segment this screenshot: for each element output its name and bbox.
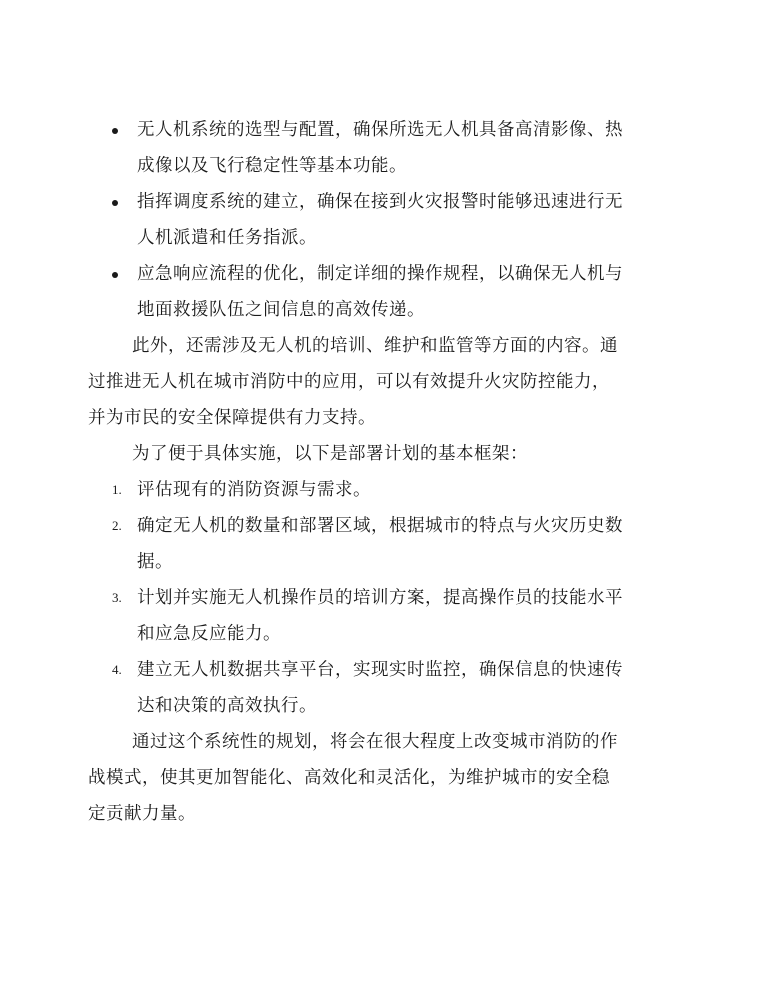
paragraph-conclusion: [88, 724, 678, 832]
bullet-line: 成像以及飞行稳定性等基本功能。: [137, 156, 407, 176]
bullet-line: 无人机系统的选型与配置，确保所选无人机具备高清影像、热: [137, 120, 623, 140]
numbered-line: 和应急反应能力。: [137, 624, 281, 644]
numbered-line: 据。: [137, 552, 173, 572]
numbered-item: [88, 508, 678, 580]
bullet-line: 应急响应流程的优化，制定详细的操作规程，以确保无人机与: [137, 264, 623, 284]
numbered-line: 确定无人机的数量和部署区域，根据城市的特点与火灾历史数: [137, 516, 623, 536]
bullet-item: [88, 112, 678, 184]
list-number: 2.: [112, 518, 122, 533]
numbered-item: [88, 652, 678, 724]
bullet-dot-icon: [112, 200, 118, 206]
paragraph-line: 并为市民的安全保障提供有力支持。: [88, 408, 376, 428]
bullet-item: [88, 256, 678, 328]
bullet-list: [88, 112, 678, 328]
list-number: 1.: [112, 482, 122, 497]
numbered-item: [88, 472, 678, 508]
paragraph-line: 战模式，使其更加智能化、高效化和灵活化，为维护城市的安全稳: [88, 768, 610, 788]
bullet-line: 人机派遣和任务指派。: [137, 228, 317, 248]
numbered-line: 评估现有的消防资源与需求。: [137, 480, 371, 500]
list-number: 3.: [112, 590, 122, 605]
bullet-item: [88, 184, 678, 256]
numbered-line: 建立无人机数据共享平台，实现实时监控，确保信息的快速传: [137, 660, 623, 680]
list-number: 4.: [112, 662, 122, 677]
paragraph-line: 为了便于具体实施，以下是部署计划的基本框架：: [132, 444, 528, 464]
paragraph-line: 通过这个系统性的规划，将会在很大程度上改变城市消防的作: [132, 732, 618, 752]
bullet-dot-icon: [112, 128, 118, 134]
bullet-line: 地面救援队伍之间信息的高效传递。: [137, 300, 425, 320]
paragraph-line: 定贡献力量。: [88, 804, 196, 824]
paragraph-line: 此外，还需涉及无人机的培训、维护和监管等方面的内容。通: [132, 336, 618, 356]
numbered-line: 计划并实施无人机操作员的培训方案，提高操作员的技能水平: [137, 588, 623, 608]
bullet-dot-icon: [112, 272, 118, 278]
paragraph-supplement: [88, 328, 678, 436]
document-body: [88, 112, 678, 832]
numbered-item: [88, 580, 678, 652]
paragraph-framework-intro: [88, 436, 678, 472]
paragraph-line: 过推进无人机在城市消防中的应用，可以有效提升火灾防控能力，: [88, 372, 610, 392]
numbered-list: [88, 472, 678, 724]
bullet-line: 指挥调度系统的建立，确保在接到火灾报警时能够迅速进行无: [137, 192, 623, 212]
numbered-line: 达和决策的高效执行。: [137, 696, 317, 716]
